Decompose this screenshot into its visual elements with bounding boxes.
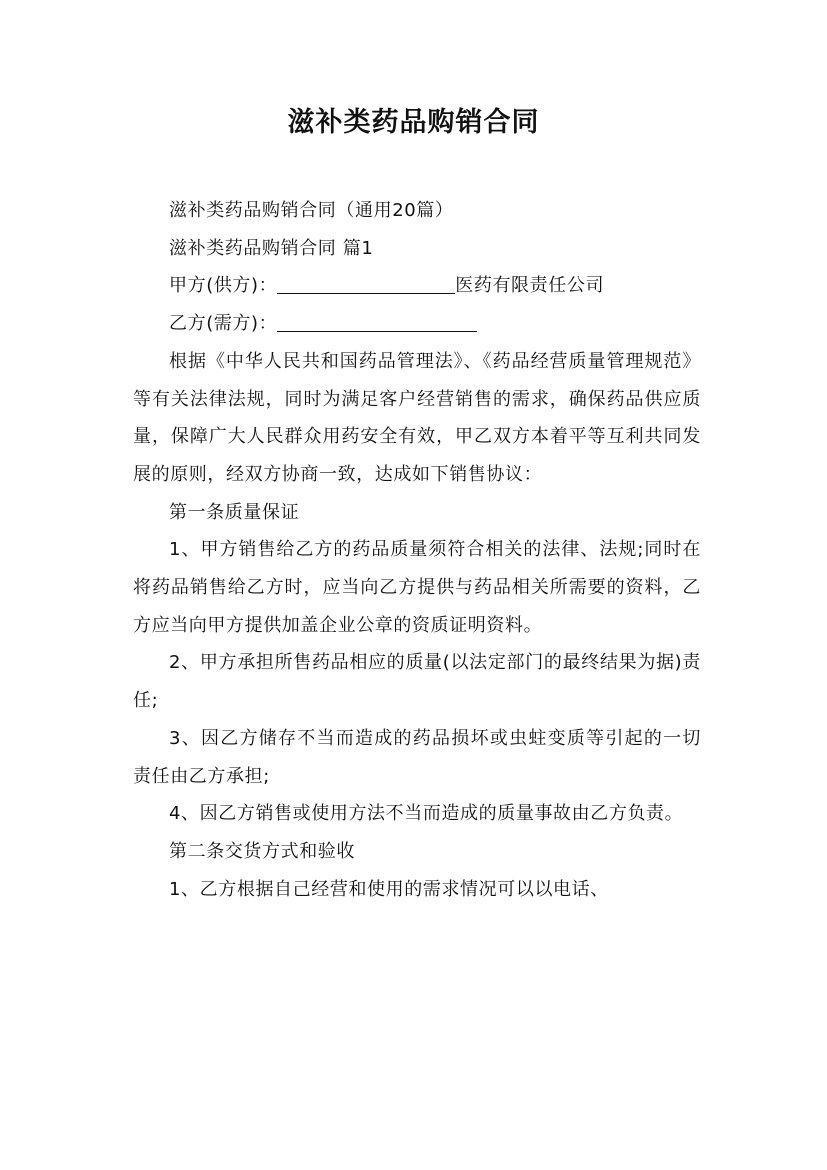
- party-a-line: [133, 267, 701, 305]
- article1-item4: 4、因乙方销售或使用方法不当而造成的质量事故由乙方负责。: [169, 803, 684, 825]
- party-b-label: 乙方(需方)：: [169, 313, 278, 335]
- document-body: [133, 192, 701, 908]
- party-b-line: [133, 305, 701, 343]
- party-a-suffix: 医药有限责任公司: [455, 275, 605, 297]
- article1-title: 第一条质量保证: [169, 501, 300, 523]
- intro-paragraph: 根据《中华人民共和国药品管理法》、《药品经营质量管理规范》等有关法律法规，同时为满足客户经营销售的需求，确保药品供应质量，保障广大人民群众用药安全有效，甲乙双方本着平等互利共同发展的原则，经双方协商一致，达成如下销售协议：: [133, 350, 701, 485]
- article1-item1: 1、甲方销售给乙方的药品质量须符合相关的法律、法规;同时在将药品销售给乙方时，应当向乙方提供与药品相关所需要的资料，乙方应当向甲方提供加盖企业公章的资质证明资料。: [133, 539, 701, 636]
- document-subtitle: 滋补类药品购销合同（通用20篇）: [169, 200, 454, 221]
- party-a-label: 甲方(供方)：: [169, 275, 278, 297]
- article1-item3: 3、因乙方储存不当而造成的药品损坏或虫蛀变质等引起的一切责任由乙方承担;: [133, 727, 701, 787]
- article2-title: 第二条交货方式和验收: [169, 840, 355, 862]
- party-a-blank: [277, 273, 455, 294]
- document-title: 滋补类药品购销合同: [287, 107, 540, 138]
- section-heading: 滋补类药品购销合同 篇1: [169, 237, 374, 259]
- party-b-blank: [277, 311, 477, 332]
- article2-item1: 1、乙方根据自己经营和使用的需求情况可以以电话、: [169, 878, 609, 900]
- article1-item2: 2、甲方承担所售药品相应的质量(以法定部门的最终结果为据)责任;: [133, 652, 701, 712]
